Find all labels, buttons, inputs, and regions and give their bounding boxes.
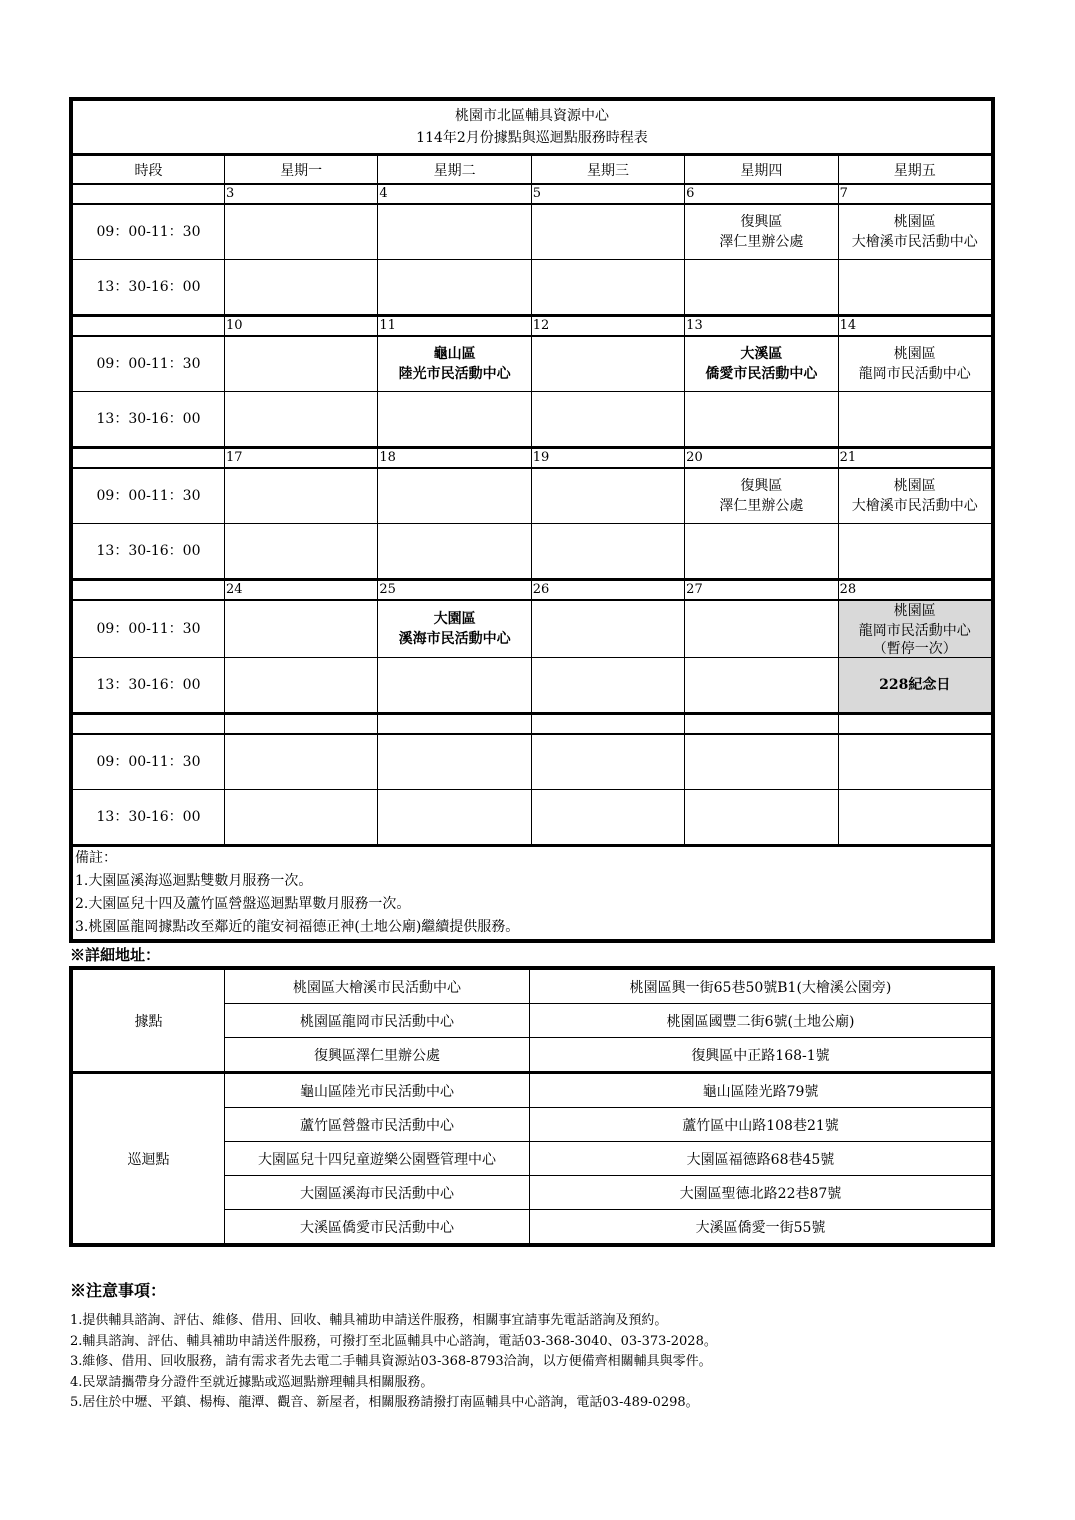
afternoon-cell [685,260,838,316]
afternoon-cell [378,658,531,714]
note-item: 1.大園區溪海巡迴點雙數月服務一次。 [75,873,313,889]
afternoon-cell [531,658,684,714]
schedule-title [73,101,992,155]
caution-item: 5.居住於中壢、平鎮、楊梅、龍潭、觀音、新屋者，相關服務請撥打南區輔具中心諮詢，電話03-489-0298。 [70,1395,699,1410]
afternoon-cell [225,392,378,448]
morning-cell [225,204,378,260]
date-cell: 12 [531,316,684,337]
afternoon-cell [838,260,991,316]
venue-name: 桃園區大檜溪市民活動中心 [225,970,530,1004]
afternoon-cell [531,524,684,580]
date-cell: 3 [225,184,378,204]
afternoon-cell [531,260,684,316]
date-cell [225,714,378,735]
afternoon-cell [685,524,838,580]
venue-address: 龜山區陸光路79號 [530,1073,992,1108]
note-item: 3.桃園區龍岡據點改至鄰近的龍安祠福德正神(土地公廟)繼續提供服務。 [75,919,520,935]
date-label-cell [73,448,225,469]
header-monday: 星期一 [225,155,378,185]
address-row [73,1073,992,1108]
afternoon-cell [838,790,991,846]
date-label-cell [73,714,225,735]
morning-cell [378,204,531,260]
caution-item: 1.提供輔具諮詢、評估、維修、借用、回收、輔具補助申請送件服務，相關事宜請事先電話諮詢及預約。 [70,1313,668,1328]
venue-name: 蘆竹區營盤市民活動中心 [225,1108,530,1142]
slot-time-morning: 09：00-11：30 [73,600,225,658]
caution-item: 2.輔具諮詢、評估、輔具補助申請送件服務，可撥打至北區輔具中心諮詢，電話03-368-3040、03-373-2028。 [70,1333,717,1349]
date-cell: 19 [531,448,684,469]
afternoon-cell [225,524,378,580]
slot-time-afternoon: 13：30-16：00 [73,392,225,448]
notes [73,846,992,940]
cautions-title: ※注意事項： [70,1281,167,1300]
afternoon-slot-row [73,392,992,448]
date-cell: 28 [838,580,991,601]
afternoon-cell [225,658,378,714]
morning-cell [531,734,684,790]
afternoon-cell [685,392,838,448]
morning-cell [838,336,991,392]
venue-address: 大溪區僑愛一街55號 [530,1210,992,1244]
afternoon-cell [225,790,378,846]
location-line: 陸光市民活動中心 [398,366,511,382]
notes-row [73,846,992,940]
morning-cell [531,336,684,392]
venue-name: 龜山區陸光市民活動中心 [225,1073,530,1108]
slot-time-morning: 09：00-11：30 [73,468,225,524]
date-cell: 4 [378,184,531,204]
afternoon-cell [531,392,684,448]
afternoon-cell [685,790,838,846]
date-cell: 21 [838,448,991,469]
morning-slot-row [73,468,992,524]
morning-cell [685,734,838,790]
location-line: 僑愛市民活動中心 [705,366,818,382]
header-wednesday: 星期三 [531,155,684,185]
cautions-section [70,1278,717,1414]
venue-address: 大園區聖德北路22巷87號 [530,1176,992,1210]
notes-heading: 備註： [75,850,117,866]
morning-cell [378,600,531,658]
slot-time-morning: 09：00-11：30 [73,336,225,392]
slot-time-afternoon: 13：30-16：00 [73,658,225,714]
date-cell [531,714,684,735]
date-cell: 26 [531,580,684,601]
date-cell [378,714,531,735]
morning-cell [378,734,531,790]
header-period: 時段 [73,155,225,185]
venue-name: 復興區澤仁里辦公處 [225,1038,530,1073]
location-line: 澤仁里辦公處 [719,234,804,250]
date-row [73,316,992,337]
caution-item: 4.民眾請攜帶身分證件至就近據點或巡迴點辦理輔具相關服務。 [70,1374,434,1390]
address-row [73,970,992,1004]
date-label-cell [73,184,225,204]
address-section-title: ※詳細地址： [70,946,161,964]
location-line: 桃園區 [893,603,936,619]
weekday-header-row [73,155,992,185]
afternoon-cell [685,658,838,714]
morning-cell [685,336,838,392]
morning-cell [225,336,378,392]
date-cell: 25 [378,580,531,601]
venue-address: 蘆竹區中山路108巷21號 [530,1108,992,1142]
location-line: 大檜溪市民活動中心 [851,234,978,250]
afternoon-cell [378,790,531,846]
morning-cell [685,204,838,260]
location-line: 龍岡市民活動中心 [858,366,971,382]
morning-cell [838,204,991,260]
slot-time-morning: 09：00-11：30 [73,204,225,260]
date-row [73,448,992,469]
location-line: 澤仁里辦公處 [719,498,804,514]
location-line: 桃園區 [893,346,936,362]
morning-cell [685,468,838,524]
afternoon-slot-row [73,658,992,714]
venue-address: 桃園區國豐二街6號(土地公廟) [530,1004,992,1038]
caution-item: 3.維修、借用、回收服務，請有需求者先去電二手輔具資源站03-368-8793洽詢，以方便備齊相關輔具與零件。 [70,1354,712,1369]
morning-slot-row [73,336,992,392]
date-cell: 11 [378,316,531,337]
venue-name: 大園區兒十四兒童遊樂公園暨管理中心 [225,1142,530,1176]
location-line: 桃園區 [893,214,936,230]
morning-cell [838,734,991,790]
slot-time-afternoon: 13：30-16：00 [73,790,225,846]
date-row [73,580,992,601]
location-line: 大檜溪市民活動中心 [851,498,978,514]
date-cell: 14 [838,316,991,337]
morning-cell [531,204,684,260]
date-cell: 13 [685,316,838,337]
header-thursday: 星期四 [685,155,838,185]
address-group-label: 據點 [73,970,225,1073]
date-label-cell [73,316,225,337]
venue-address: 大園區福德路68巷45號 [530,1142,992,1176]
morning-cell [378,336,531,392]
morning-cell [531,468,684,524]
morning-cell [838,468,991,524]
header-tuesday: 星期二 [378,155,531,185]
date-cell: 17 [225,448,378,469]
date-row [73,714,992,735]
location-line: 復興區 [740,478,783,494]
date-row [73,184,992,204]
afternoon-cell [378,392,531,448]
location-line: 龜山區 [433,346,476,362]
afternoon-slot-row [73,260,992,316]
address-group-label: 巡迴點 [73,1073,225,1244]
afternoon-slot-row [73,524,992,580]
morning-slot-row [73,204,992,260]
location-line: 溪海市民活動中心 [398,631,511,647]
location-line: 龍岡市民活動中心 [858,623,971,639]
date-cell: 18 [378,448,531,469]
morning-slot-row [73,734,992,790]
venue-address: 桃園區興一街65巷50號B1(大檜溪公園旁) [530,970,992,1004]
afternoon-cell [378,260,531,316]
slot-time-morning: 09：00-11：30 [73,734,225,790]
afternoon-cell: 228紀念日 [838,658,991,714]
date-cell: 10 [225,316,378,337]
venue-address: 復興區中正路168-1號 [530,1038,992,1073]
date-cell: 5 [531,184,684,204]
slot-time-afternoon: 13：30-16：00 [73,260,225,316]
afternoon-cell [838,392,991,448]
morning-cell [685,600,838,658]
location-line: （暫停一次） [872,641,957,657]
title-line-1: 桃園市北區輔具資源中心 [455,108,609,124]
morning-cell [225,468,378,524]
morning-cell [225,734,378,790]
date-cell: 7 [838,184,991,204]
afternoon-slot-row [73,790,992,846]
address-table [69,966,995,1247]
note-item: 2.大園區兒十四及蘆竹區營盤巡迴點單數月服務一次。 [75,896,411,912]
afternoon-cell [531,790,684,846]
date-cell: 6 [685,184,838,204]
afternoon-cell [378,524,531,580]
afternoon-cell [838,524,991,580]
venue-name: 大園區溪海市民活動中心 [225,1176,530,1210]
afternoon-cell [225,260,378,316]
date-cell: 27 [685,580,838,601]
title-line-2: 114年2月份據點與巡迴點服務時程表 [416,130,648,146]
morning-cell [225,600,378,658]
morning-slot-row [73,600,992,658]
venue-name: 桃園區龍岡市民活動中心 [225,1004,530,1038]
date-cell: 20 [685,448,838,469]
date-cell [685,714,838,735]
date-cell: 24 [225,580,378,601]
morning-cell [838,600,991,658]
location-line: 復興區 [740,214,783,230]
date-label-cell [73,580,225,601]
morning-cell [378,468,531,524]
venue-name: 大溪區僑愛市民活動中心 [225,1210,530,1244]
morning-cell [531,600,684,658]
location-line: 桃園區 [893,478,936,494]
location-line: 大溪區 [740,346,783,362]
slot-time-afternoon: 13：30-16：00 [73,524,225,580]
schedule-table [69,97,995,943]
location-line: 大園區 [433,611,476,627]
date-cell [838,714,991,735]
header-friday: 星期五 [838,155,991,185]
